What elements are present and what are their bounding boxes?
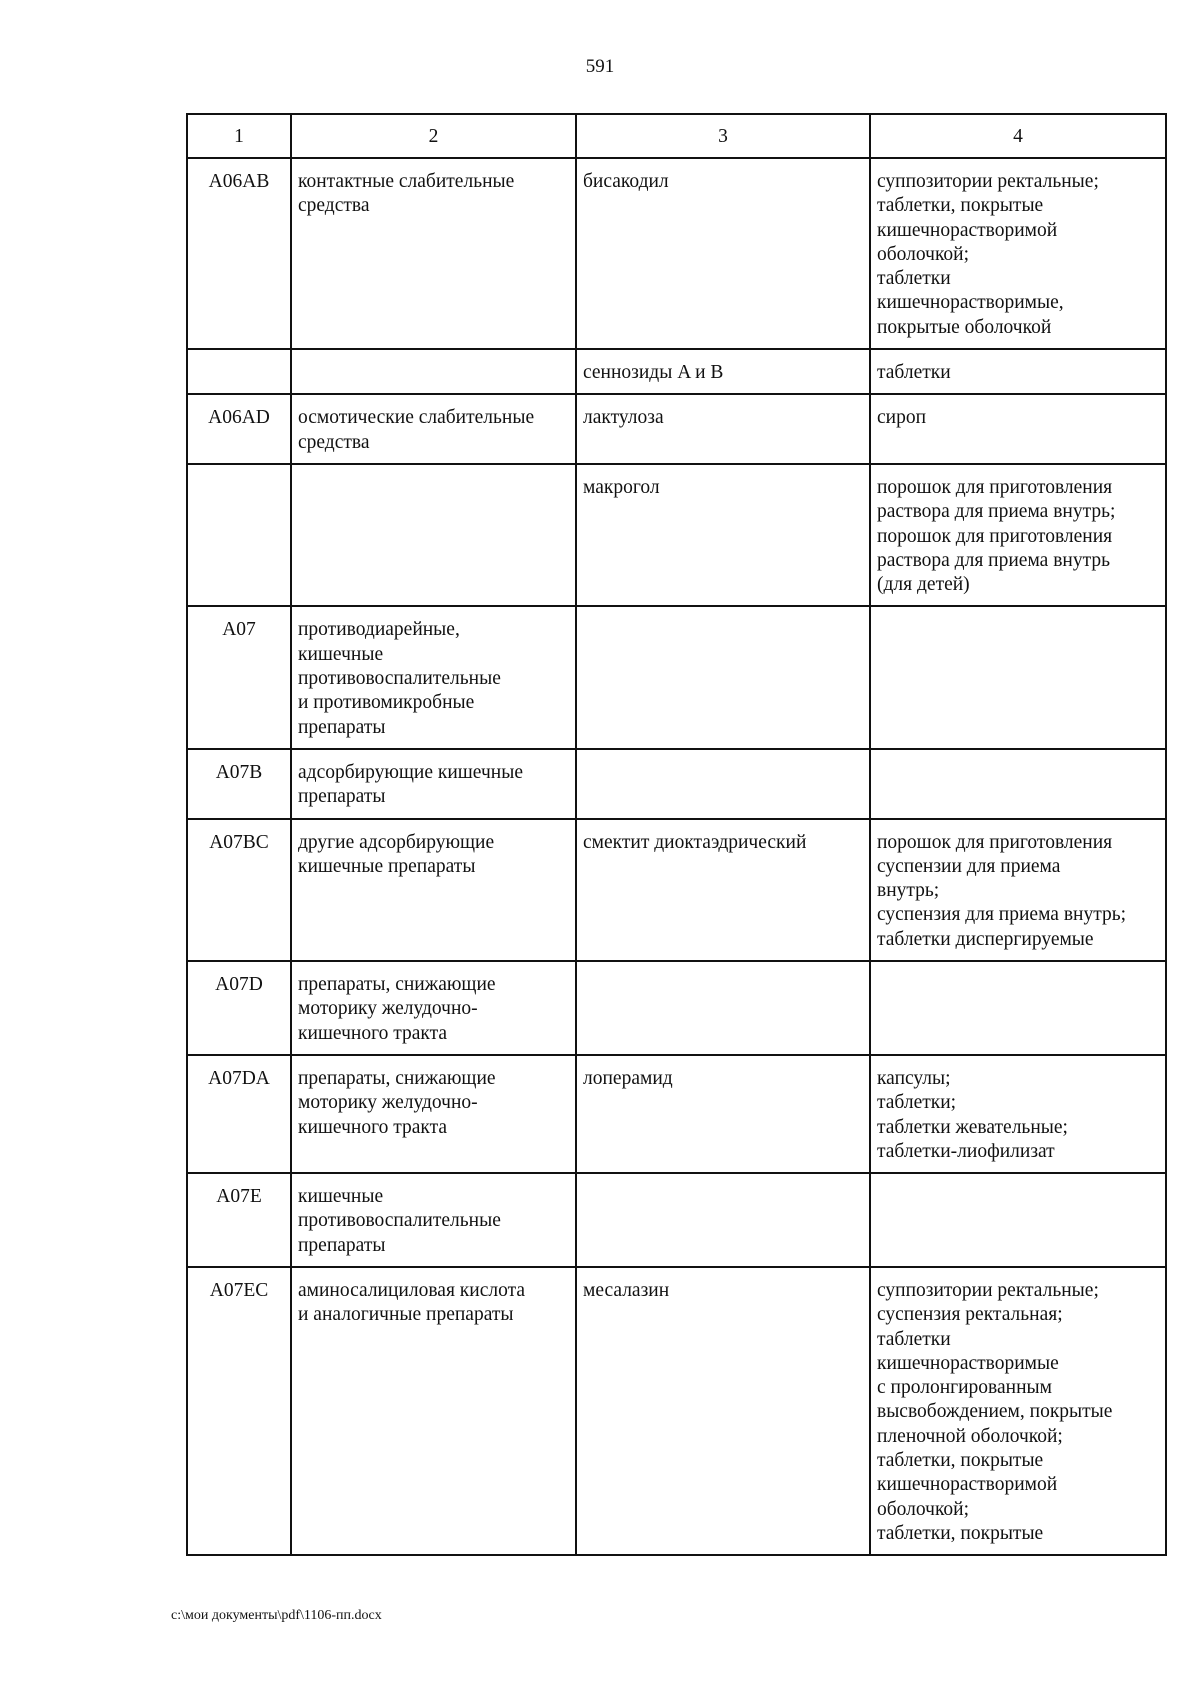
dosage-form-cell: таблетки bbox=[870, 349, 1166, 394]
atc-code-cell: A06AD bbox=[187, 394, 291, 464]
atc-code-cell bbox=[187, 464, 291, 606]
drug-name-cell bbox=[576, 961, 870, 1055]
file-path-footer: c:\мои документы\pdf\1106-пп.docx bbox=[171, 1608, 382, 1623]
group-name-cell: противодиарейные, кишечные противовоспалительные и противомикробные препараты bbox=[291, 606, 576, 748]
drug-name-cell: макрогол bbox=[576, 464, 870, 606]
header-cell-3: 3 bbox=[576, 114, 870, 158]
dosage-form-cell bbox=[870, 749, 1166, 819]
atc-code-cell: A07DA bbox=[187, 1055, 291, 1173]
dosage-form-cell: суппозитории ректальные; суспензия ректальная; таблетки кишечнорастворимые с пролонгированным высвобождением, покрытые пленочной оболочкой; таблетки, покрытые кишечнорастворимой оболочкой; таблетки, покрытые bbox=[870, 1267, 1166, 1555]
table-row bbox=[187, 394, 1166, 464]
group-name-cell: адсорбирующие кишечные препараты bbox=[291, 749, 576, 819]
table-row bbox=[187, 349, 1166, 394]
drug-name-cell: лактулоза bbox=[576, 394, 870, 464]
table-row bbox=[187, 1173, 1166, 1267]
dosage-form-cell: порошок для приготовления раствора для приема внутрь; порошок для приготовления раствора для приема внутрь (для детей) bbox=[870, 464, 1166, 606]
drug-name-cell bbox=[576, 606, 870, 748]
atc-code-cell bbox=[187, 349, 291, 394]
atc-code-cell: A07 bbox=[187, 606, 291, 748]
group-name-cell bbox=[291, 464, 576, 606]
group-name-cell: препараты, снижающие моторику желудочно- кишечного тракта bbox=[291, 961, 576, 1055]
atc-code-cell: A07B bbox=[187, 749, 291, 819]
drug-name-cell: месалазин bbox=[576, 1267, 870, 1555]
dosage-form-cell bbox=[870, 606, 1166, 748]
drug-name-cell: бисакодил bbox=[576, 158, 870, 349]
table-row bbox=[187, 749, 1166, 819]
dosage-form-cell: сироп bbox=[870, 394, 1166, 464]
table-row bbox=[187, 961, 1166, 1055]
drug-name-cell: сеннозиды A и B bbox=[576, 349, 870, 394]
atc-code-cell: A07E bbox=[187, 1173, 291, 1267]
table-row bbox=[187, 464, 1166, 606]
dosage-form-cell bbox=[870, 961, 1166, 1055]
table-row bbox=[187, 819, 1166, 961]
drug-name-cell: лоперамид bbox=[576, 1055, 870, 1173]
drug-name-cell: смектит диоктаэдрический bbox=[576, 819, 870, 961]
table-row bbox=[187, 158, 1166, 349]
group-name-cell: препараты, снижающие моторику желудочно- кишечного тракта bbox=[291, 1055, 576, 1173]
dosage-form-cell: капсулы; таблетки; таблетки жевательные; таблетки-лиофилизат bbox=[870, 1055, 1166, 1173]
dosage-form-cell: суппозитории ректальные; таблетки, покрытые кишечнорастворимой оболочкой; таблетки кишечнорастворимые, покрытые оболочкой bbox=[870, 158, 1166, 349]
group-name-cell: осмотические слабительные средства bbox=[291, 394, 576, 464]
group-name-cell: кишечные противовоспалительные препараты bbox=[291, 1173, 576, 1267]
table-row bbox=[187, 1267, 1166, 1555]
group-name-cell: другие адсорбирующие кишечные препараты bbox=[291, 819, 576, 961]
header-cell-1: 1 bbox=[187, 114, 291, 158]
group-name-cell bbox=[291, 349, 576, 394]
drug-name-cell bbox=[576, 1173, 870, 1267]
atc-code-cell: A07D bbox=[187, 961, 291, 1055]
drug-list-table bbox=[186, 113, 1167, 1556]
header-cell-4: 4 bbox=[870, 114, 1166, 158]
dosage-form-cell: порошок для приготовления суспензии для приема внутрь; суспензия для приема внутрь; таблетки диспергируемые bbox=[870, 819, 1166, 961]
table-header-row bbox=[187, 114, 1166, 158]
atc-code-cell: A07BC bbox=[187, 819, 291, 961]
group-name-cell: контактные слабительные средства bbox=[291, 158, 576, 349]
table-row bbox=[187, 1055, 1166, 1173]
table-row bbox=[187, 606, 1166, 748]
drug-name-cell bbox=[576, 749, 870, 819]
atc-code-cell: A06AB bbox=[187, 158, 291, 349]
dosage-form-cell bbox=[870, 1173, 1166, 1267]
atc-code-cell: A07EC bbox=[187, 1267, 291, 1555]
page-number: 591 bbox=[585, 56, 615, 77]
header-cell-2: 2 bbox=[291, 114, 576, 158]
group-name-cell: аминосалициловая кислота и аналогичные препараты bbox=[291, 1267, 576, 1555]
